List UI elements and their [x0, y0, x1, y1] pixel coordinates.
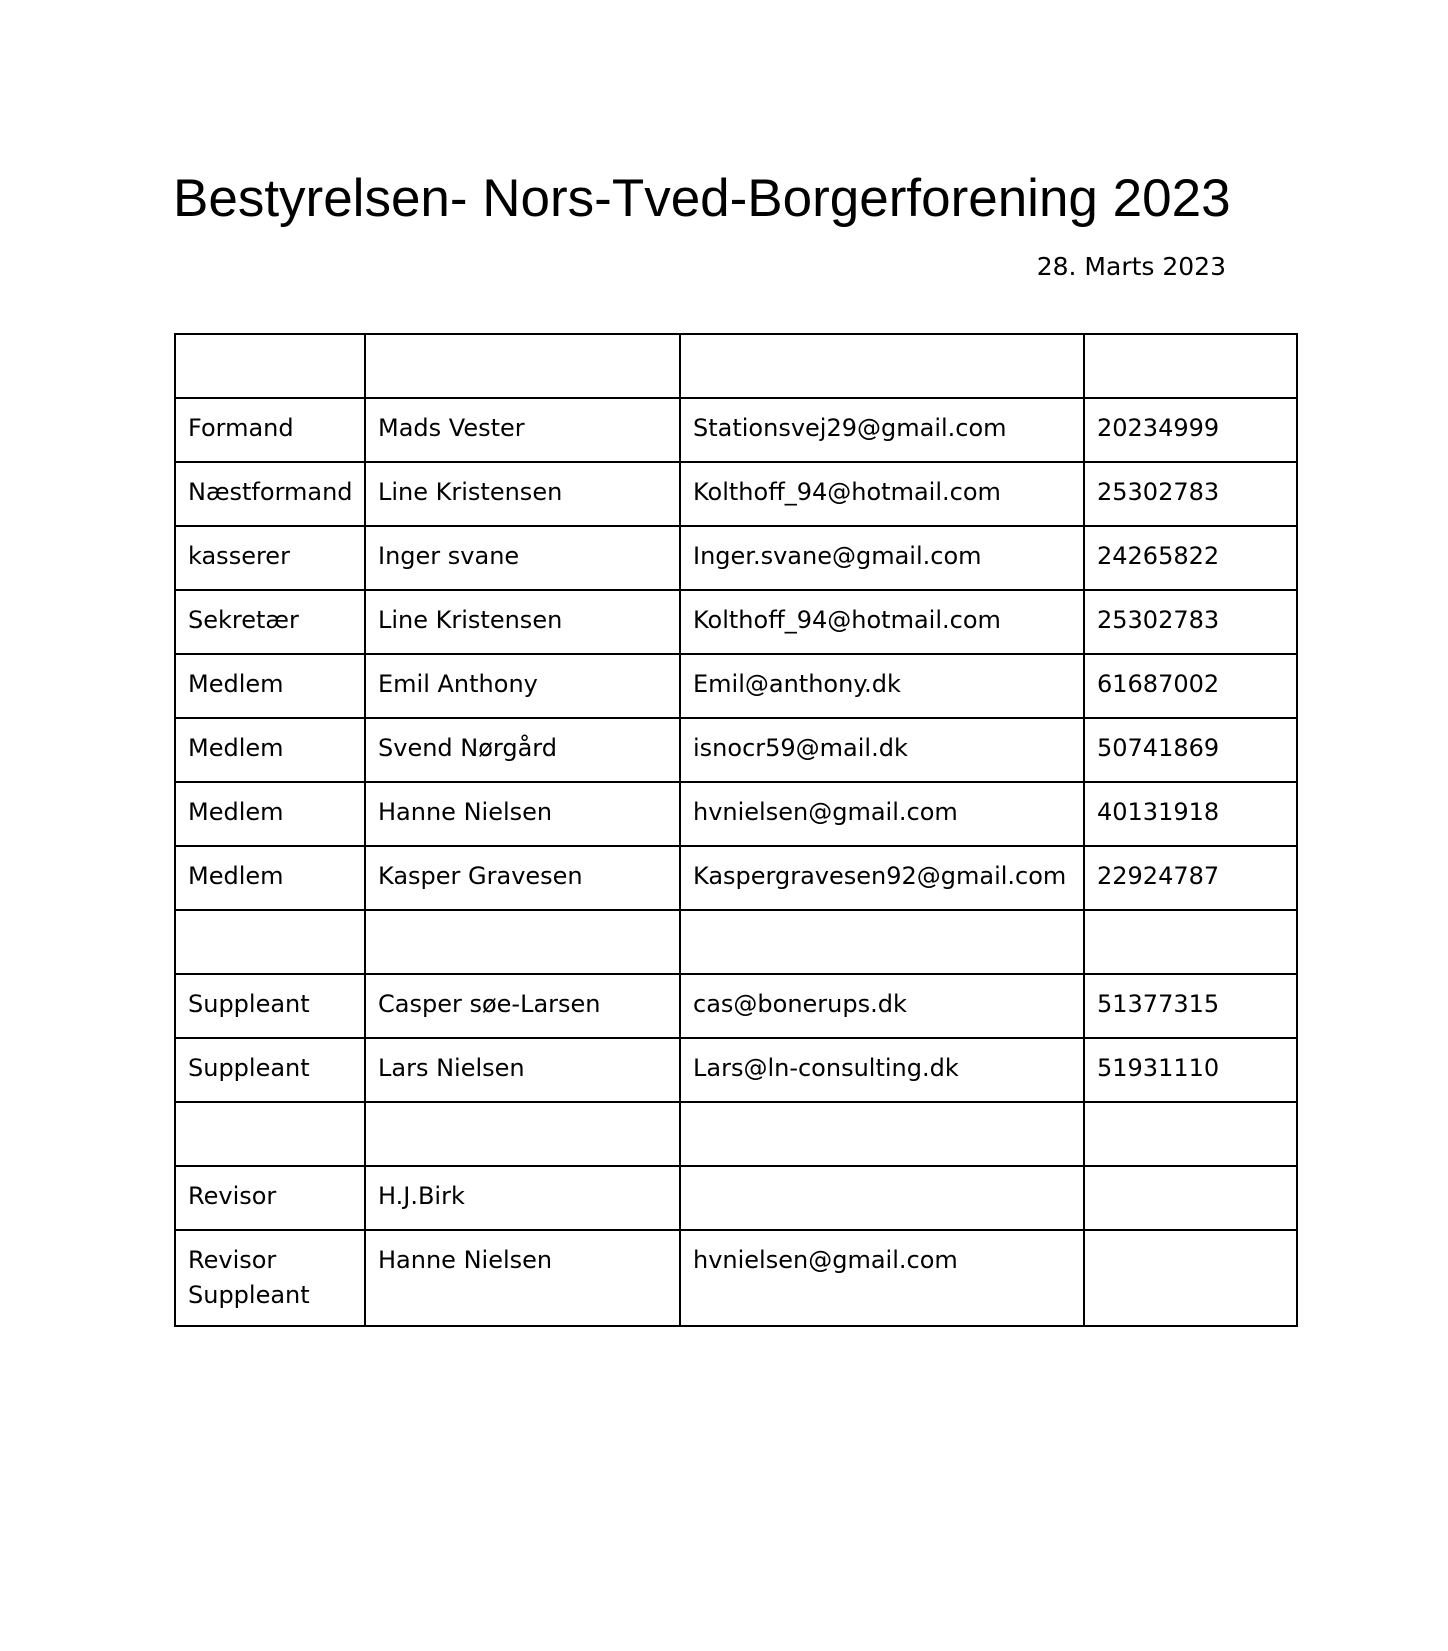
table-row — [175, 654, 1297, 718]
name-cell — [365, 1102, 680, 1166]
role-cell: kasserer — [175, 526, 365, 590]
name-cell: Line Kristensen — [365, 590, 680, 654]
email-cell: Kaspergravesen92@gmail.com — [680, 846, 1084, 910]
role-cell: Medlem — [175, 846, 365, 910]
table-row — [175, 1038, 1297, 1102]
email-cell — [680, 334, 1084, 398]
role-cell: Medlem — [175, 782, 365, 846]
table-row — [175, 462, 1297, 526]
name-cell: Kasper Gravesen — [365, 846, 680, 910]
role-cell: Sekretær — [175, 590, 365, 654]
name-cell — [365, 910, 680, 974]
role-cell: Suppleant — [175, 974, 365, 1038]
name-cell: H.J.Birk — [365, 1166, 680, 1230]
phone-cell: 51377315 — [1084, 974, 1297, 1038]
board-members-table — [174, 333, 1298, 1327]
email-cell: Kolthoff_94@hotmail.com — [680, 462, 1084, 526]
phone-cell — [1084, 1166, 1297, 1230]
role-cell — [175, 1102, 365, 1166]
email-cell: Lars@ln-consulting.dk — [680, 1038, 1084, 1102]
email-cell: Kolthoff_94@hotmail.com — [680, 590, 1084, 654]
table-row-empty — [175, 910, 1297, 974]
table-row — [175, 974, 1297, 1038]
role-cell — [175, 910, 365, 974]
table-row-empty — [175, 1102, 1297, 1166]
name-cell: Emil Anthony — [365, 654, 680, 718]
role-cell: Medlem — [175, 654, 365, 718]
name-cell: Svend Nørgård — [365, 718, 680, 782]
document-date: 28. Marts 2023 — [1036, 252, 1226, 281]
email-cell: Emil@anthony.dk — [680, 654, 1084, 718]
table-row — [175, 1230, 1297, 1326]
phone-cell — [1084, 1230, 1297, 1326]
name-cell: Inger svane — [365, 526, 680, 590]
table-row — [175, 782, 1297, 846]
phone-cell: 24265822 — [1084, 526, 1297, 590]
phone-cell: 61687002 — [1084, 654, 1297, 718]
phone-cell: 20234999 — [1084, 398, 1297, 462]
name-cell: Hanne Nielsen — [365, 782, 680, 846]
role-cell: Suppleant — [175, 1038, 365, 1102]
name-cell — [365, 334, 680, 398]
page-title: Bestyrelsen- Nors-Tved-Borgerforening 2023 — [173, 169, 1231, 228]
role-cell: Revisor — [175, 1166, 365, 1230]
email-cell — [680, 1102, 1084, 1166]
phone-cell: 22924787 — [1084, 846, 1297, 910]
phone-cell: 25302783 — [1084, 462, 1297, 526]
phone-cell: 40131918 — [1084, 782, 1297, 846]
table-row — [175, 590, 1297, 654]
email-cell: Stationsvej29@gmail.com — [680, 398, 1084, 462]
phone-cell — [1084, 910, 1297, 974]
board-members-table-body — [175, 334, 1297, 1326]
table-row — [175, 526, 1297, 590]
table-row — [175, 846, 1297, 910]
name-cell: Lars Nielsen — [365, 1038, 680, 1102]
name-cell: Hanne Nielsen — [365, 1230, 680, 1326]
email-cell — [680, 1166, 1084, 1230]
role-cell: Revisor Suppleant — [175, 1230, 365, 1326]
table-row-empty — [175, 334, 1297, 398]
table-row — [175, 398, 1297, 462]
role-cell: Formand — [175, 398, 365, 462]
role-cell: Næstformand — [175, 462, 365, 526]
name-cell: Line Kristensen — [365, 462, 680, 526]
table-row — [175, 1166, 1297, 1230]
email-cell: cas@bonerups.dk — [680, 974, 1084, 1038]
email-cell: hvnielsen@gmail.com — [680, 782, 1084, 846]
phone-cell: 25302783 — [1084, 590, 1297, 654]
phone-cell — [1084, 334, 1297, 398]
name-cell: Mads Vester — [365, 398, 680, 462]
phone-cell: 50741869 — [1084, 718, 1297, 782]
name-cell: Casper søe-Larsen — [365, 974, 680, 1038]
email-cell: hvnielsen@gmail.com — [680, 1230, 1084, 1326]
email-cell — [680, 910, 1084, 974]
email-cell: isnocr59@mail.dk — [680, 718, 1084, 782]
phone-cell: 51931110 — [1084, 1038, 1297, 1102]
role-cell — [175, 334, 365, 398]
role-cell: Medlem — [175, 718, 365, 782]
email-cell: Inger.svane@gmail.com — [680, 526, 1084, 590]
table-row — [175, 718, 1297, 782]
phone-cell — [1084, 1102, 1297, 1166]
